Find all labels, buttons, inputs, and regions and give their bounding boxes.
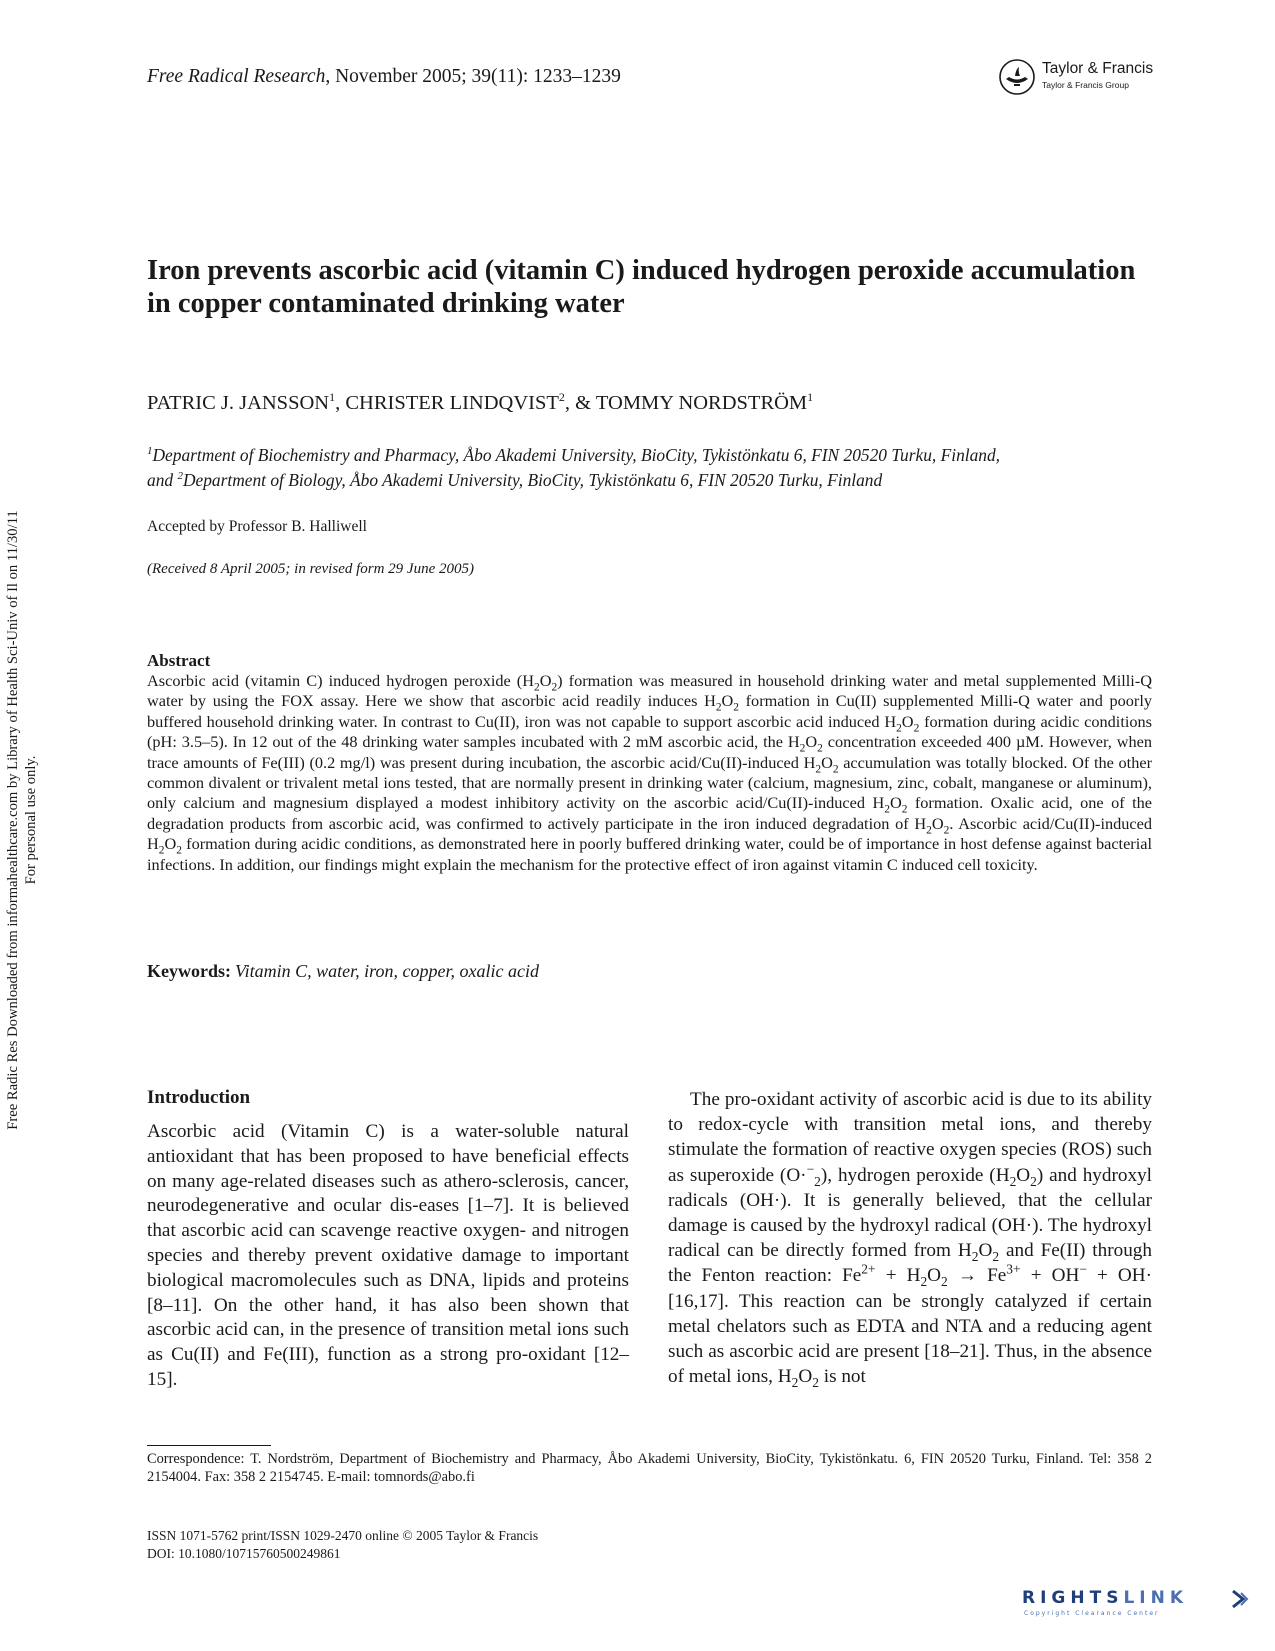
journal-name: Free Radical Research: [147, 66, 326, 87]
download-watermark: [4, 460, 40, 1180]
publisher-logo: [998, 56, 1158, 98]
abstract-body: Ascorbic acid (vitamin C) induced hydrogen peroxide $(H_2O_2)$ formation was measured in household drinking water and metal supplemented Milli-Q water by using the FOX assay. Here we show that ascorbic acid readily induces $H_2O_2$ formation in Cu(II) supplemented Milli-Q water and poorly buffered household drinking water. In contrast to Cu(II), iron was not capable to support ascorbic acid induced $H_2O_2$ formation during acidic conditions (pH: 3.5–5). In 12 out of the 48 drinking water samples incubated with 2 mM ascorbic acid, the $H_2O_2$ concentration exceeded 400 µM. However, when trace amounts of Fe(III) (0.2 mg/l) was present during incubation, the ascorbic acid/Cu(II)-induced $H_2O_2$ accumulation was totally blocked. Of the other common divalent or trivalent metal ions tested, that are normally present in drinking water (calcium, magnesium, zinc, cobalt, manganese or aluminum), only calcium and magnesium displayed a modest inhibitory activity on the ascorbic acid/Cu(II)-induced $H_2O_2$ formation. Oxalic acid, one of the degradation products from ascorbic acid, was confirmed to actively participate in the iron induced degradation of $H_2O_2$. Ascorbic acid/Cu(II)-induced $H_2O_2$ formation during acidic conditions, as demonstrated here in poorly buffered drinking water, could be of importance in host defense against bacterial infections. In addition, our findings might explain the mechanism for the protective effect of iron against vitamin C induced cell toxicity.: [147, 671, 1153, 874]
footnote-divider: [147, 1445, 271, 1446]
affiliation-marker: 1: [807, 390, 814, 405]
author-name: CHRISTER LINDQVIST: [345, 392, 559, 414]
introduction-heading: Introduction: [147, 1087, 251, 1108]
personal-use-line: For personal use only.: [23, 755, 39, 885]
received-dates: (Received 8 April 2005; in revised form 29 June 2005): [147, 561, 474, 577]
article-title: Iron prevents ascorbic acid (vitamin C) induced hydrogen peroxide accumulation in copper contaminated drinking water: [147, 255, 1136, 319]
introduction-left-column: Ascorbic acid (Vitamin C) is a water-soluble natural antioxidant that has been proposed to have beneficial effects on many age-related diseases such as athero-sclerosis, cancer, neurodegenerative and ocular dis-eases [1–7]. It is believed that ascorbic acid can scavenge reactive oxygen- and nitrogen species and thereby prevent oxidative damage to important biological macromolecules such as DNA, lipids and proteins [8–11]. On the other hand, it has also been shown that ascorbic acid can, in the presence of transition metal ions such as Cu(II) and Fe(III), function as a strong pro-oxidant [12–15].: [147, 1121, 629, 1390]
affiliation-and: and: [147, 470, 178, 490]
accepted-by: Accepted by Professor B. Halliwell: [147, 518, 367, 535]
abstract-heading: Abstract: [147, 651, 211, 670]
publisher-group: Taylor & Francis Group: [1042, 80, 1129, 90]
affiliations: [147, 443, 1152, 493]
affiliation-2: Department of Biology, Åbo Akademi University, BioCity, Tykistönkatu 6, FIN 20520 Turku, Finland: [182, 470, 883, 490]
journal-issue: , November 2005; 39(11): 1233–1239: [325, 66, 621, 87]
affiliation-marker: 1: [147, 445, 153, 458]
issn-block: [147, 1527, 538, 1562]
journal-citation: [147, 66, 621, 88]
author-separator: ,: [335, 392, 346, 414]
author-separator: , &: [564, 392, 596, 414]
publisher-name: Taylor & Francis: [1042, 60, 1154, 77]
rightslink-arrow-icon: [1229, 1589, 1251, 1609]
doi: DOI: 10.1080/10715760500249861: [147, 1545, 341, 1561]
keywords: [147, 961, 539, 982]
introduction-right-column: The pro-oxidant activity of ascorbic acid is due to its ability to redox-cycle with transition metal ions, and thereby stimulate the formation of reactive oxygen species (ROS) such as superoxide $(O\cdot^-_2)$, hydrogen peroxide $(H_2O_2)$ and hydroxyl radicals (OH·). It is generally believed, that the cellular damage is caused by the hydroxyl radical (OH·). The hydroxyl radical can be directly formed from $H_2O_2$ and Fe(II) through the Fenton reaction: $Fe^{2+} + H_2O_2 \to Fe^{3+} + OH^- + OH\cdot [16,17]$. This reaction can be strongly catalyzed if certain metal chelators such as EDTA and NTA and a reducing agent such as ascorbic acid are present [18–21]. Thus, in the absence of metal ions, $H_2O_2$ is not: [668, 1089, 1152, 1391]
rightslink-wordmark: RIGHTSLINK: [1022, 1588, 1188, 1608]
author-list: [147, 392, 813, 415]
author-name: TOMMY NORDSTRÖM: [595, 392, 808, 414]
download-line: Free Radic Res Downloaded from informahealthcare.com by Library of Health Sci-Univ of Il on 11/30/11: [5, 510, 21, 1130]
affiliation-marker: 2: [558, 390, 565, 405]
affiliation-1: Department of Biochemistry and Pharmacy, Åbo Akademi University, BioCity, Tykistönkatu 6, FIN 20520 Turku, Finland,: [152, 445, 1001, 465]
correspondence-footnote: Correspondence: T. Nordström, Department of Biochemistry and Pharmacy, Åbo Akademi University, BioCity, Tykistönkatu. 6, FIN 20520 Turku, Finland. Tel: 358 2 2154004. Fax: 358 2 2154745. E-mail: tomnords@abo.fi: [147, 1451, 1152, 1485]
author-name: PATRIC J. JANSSON: [147, 392, 330, 414]
rightslink-logo[interactable]: [1022, 1588, 1254, 1622]
affiliation-marker: 1: [329, 390, 336, 405]
keywords-value: Vitamin C, water, iron, copper, oxalic acid: [235, 961, 539, 981]
issn: ISSN 1071-5762 print/ISSN 1029-2470 online © 2005 Taylor & Francis: [147, 1528, 539, 1543]
rightslink-tagline: Copyright Clearance Center: [1024, 1610, 1160, 1617]
lamp-icon: [998, 58, 1036, 96]
affiliation-marker: 2: [177, 470, 183, 483]
keywords-label: Keywords:: [147, 961, 231, 981]
